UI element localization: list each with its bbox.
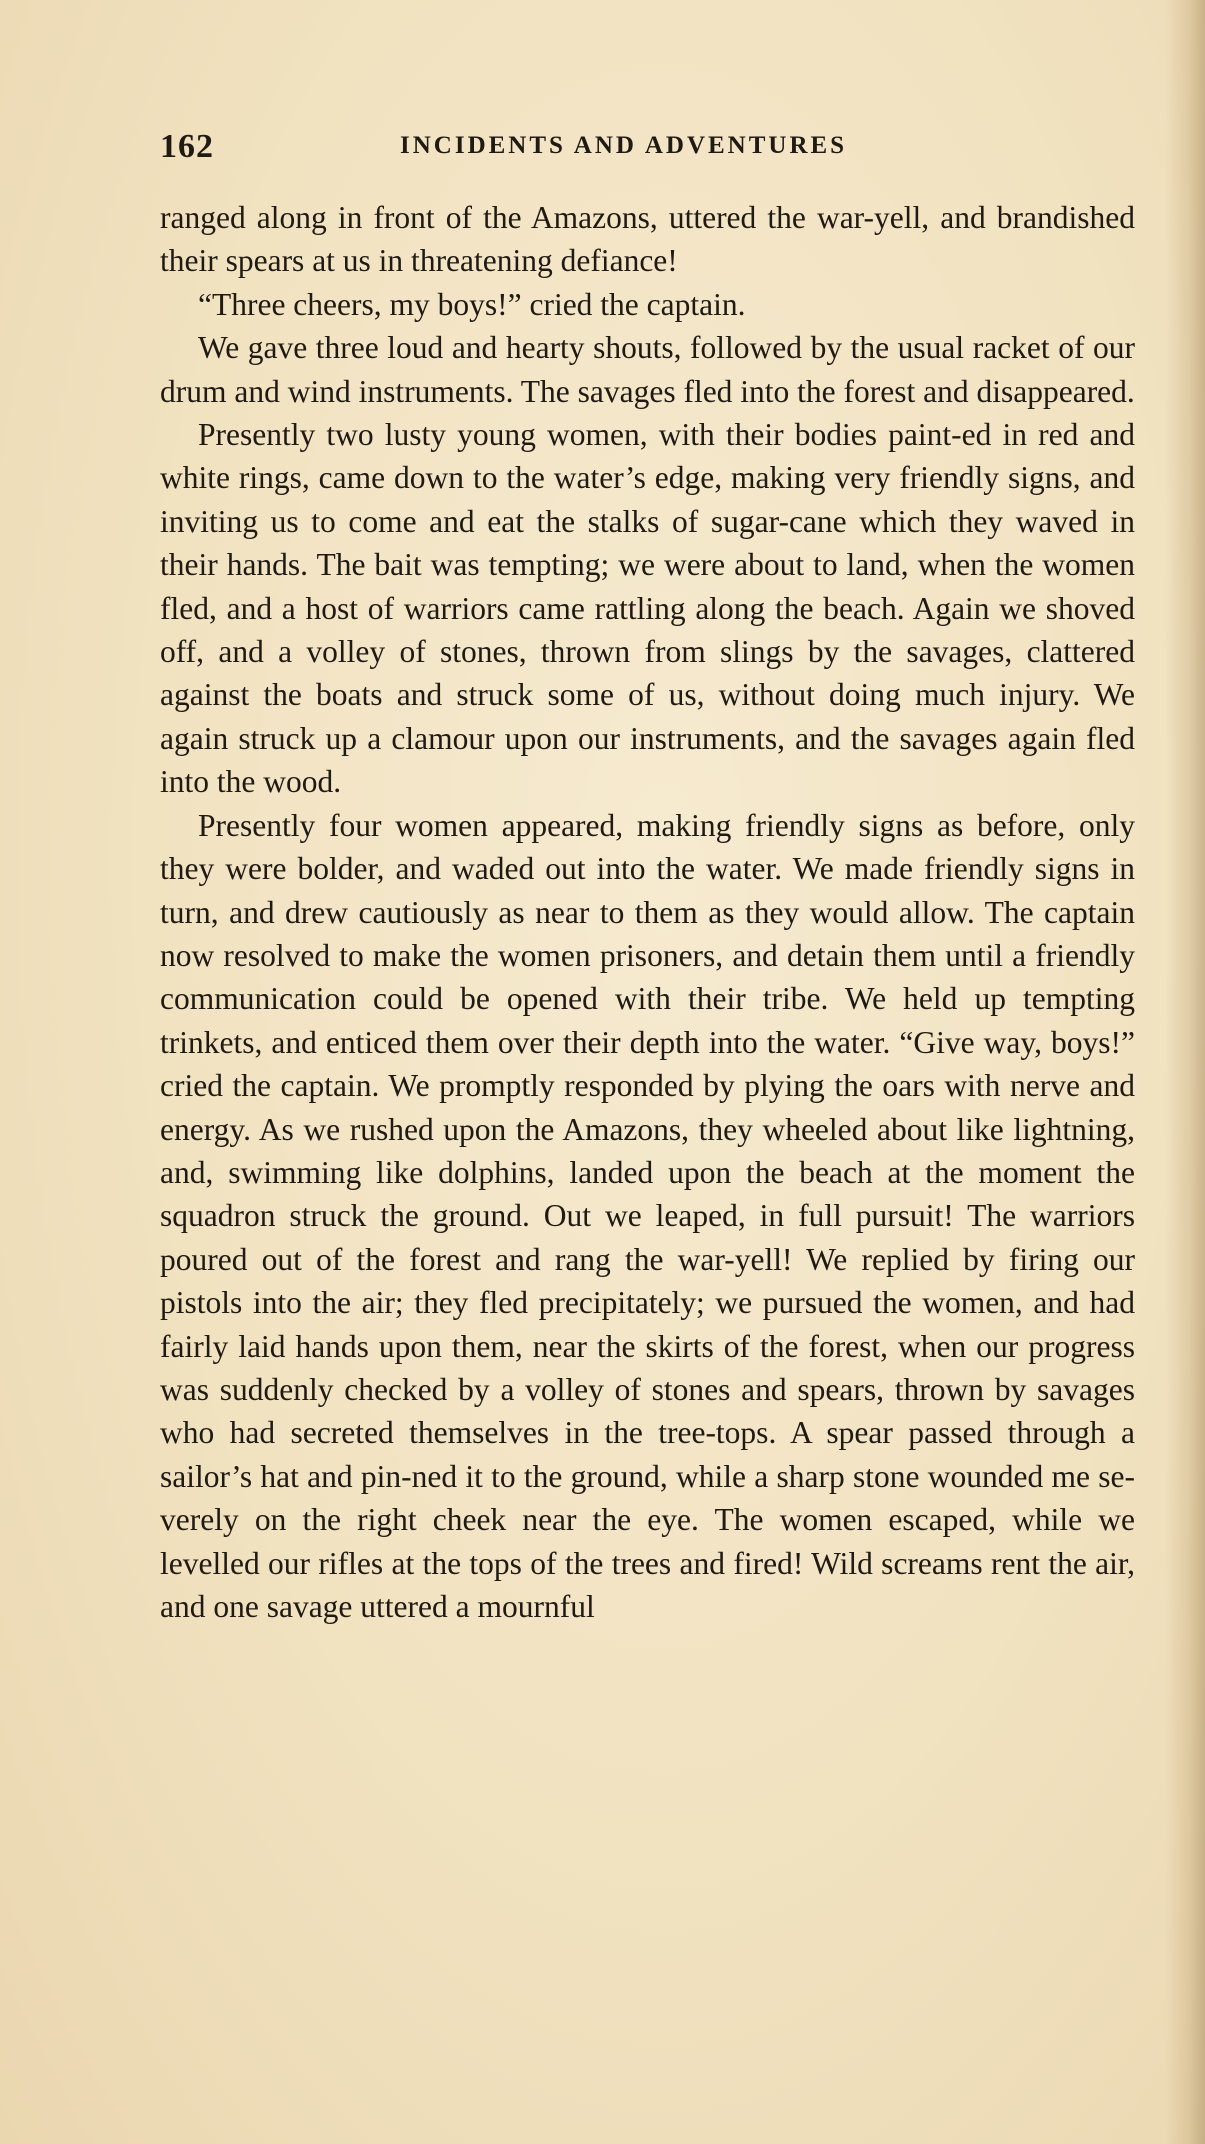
paragraph: We gave three loud and hearty shouts, followed by the usual racket of our drum and wind instruments. The savages fled into the forest and disappeared.	[160, 330, 1135, 409]
page-number: 162	[160, 128, 214, 165]
page-header	[160, 128, 1130, 172]
running-title: INCIDENTS AND ADVENTURES	[400, 132, 848, 159]
paragraph: “Three cheers, my boys!” cried the captain.	[198, 286, 746, 322]
paragraph: Presently two lusty young women, with their bodies paint-ed in red and white rings, came down to the water’s edge, making very friendly signs, and inviting us to come and eat the stalks of sugar-cane which they waved in their hands. The bait was tempting; we were about to land, when the women fled, and a host of warriors came rattling along the beach. Again we shoved off, and a volley of stones, thrown from slings by the savages, clattered against the boats and struck some of us, without doing much injury. We again struck up a clamour upon our instruments, and the savages again fled into the wood.	[160, 417, 1135, 800]
paragraph: Presently four women appeared, making friendly signs as before, only they were bolder, and waded out into the water. We made friendly signs in turn, and drew cautiously as near to them as they would allow. The captain now resolved to make the women prisoners, and detain them until a friendly communication could be opened with their tribe. We held up tempting trinkets, and enticed them over their depth into the water. “Give way, boys!” cried the captain. We promptly responded by plying the oars with nerve and energy. As we rushed upon the Amazons, they wheeled about like lightning, and, swimming like dolphins, landed upon the beach at the moment the squadron struck the ground. Out we leaped, in full pursuit! The warriors poured out of the forest and rang the war-yell! We replied by firing our pistols into the air; they fled precipitately; we pursued the women, and had fairly laid hands upon them, near the skirts of the forest, when our progress was suddenly checked by a volley of stones and spears, thrown by savages who had secreted themselves in the tree-tops. A spear passed through a sailor’s hat and pin-ned it to the ground, while a sharp stone wounded me se-verely on the right cheek near the eye. The women escaped, while we levelled our rifles at the tops of the trees and fired! Wild screams rent the air, and one savage uttered a mournful	[160, 807, 1135, 1624]
body-text	[160, 196, 1135, 1628]
paragraph-continued: ranged along in front of the Amazons, uttered the war-yell, and brandished their spears at us in threatening defiance!	[160, 200, 1135, 279]
